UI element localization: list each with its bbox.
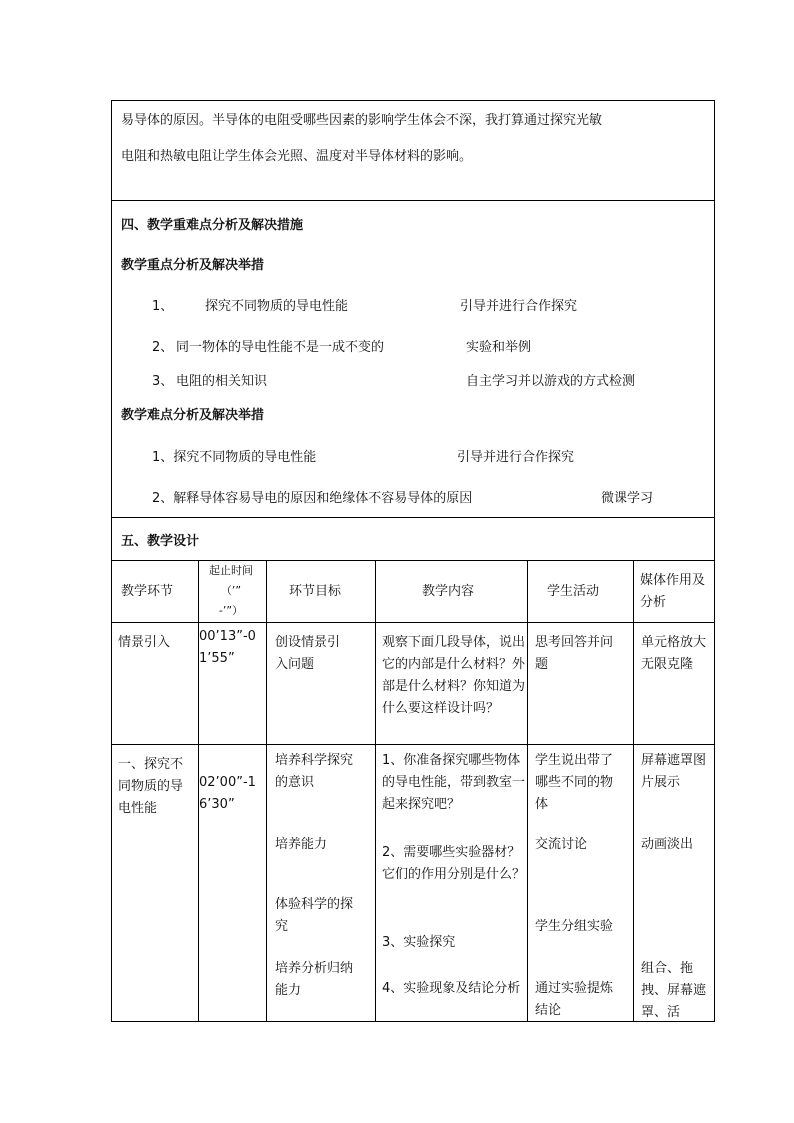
row2-activity: 学生说出带了哪些不同的物体 [535, 753, 614, 812]
header-content: 教学内容 [422, 584, 475, 599]
row2-media: 动画淡出 [641, 837, 694, 852]
header-time-format: （’” [220, 584, 242, 597]
row2-activity: 学生分组实验 [535, 919, 614, 934]
section-5-title: 五、教学设计 [121, 534, 200, 549]
diff-item-method: 微课学习 [601, 491, 654, 506]
difficult-points-title: 教学难点分析及解决举措 [121, 408, 265, 423]
column-divider [375, 560, 376, 1021]
column-divider [633, 560, 634, 1021]
key-item-method: 实验和举例 [466, 340, 532, 355]
header-time-format: -’”） [218, 604, 244, 617]
key-item-method: 自主学习并以游戏的方式检测 [466, 374, 636, 389]
row2-content: 4、实验现象及结论分析 [382, 981, 521, 996]
header-goal: 环节目标 [289, 584, 342, 599]
row1-media: 单元格放大无限克隆 [641, 635, 707, 672]
row1-goal: 创设情景引入问题 [275, 635, 341, 672]
row2-goal: 体验科学的探究 [275, 897, 354, 934]
row2-activity: 交流讨论 [535, 837, 588, 852]
divider [112, 560, 714, 561]
header-media: 媒体作用及分析 [640, 573, 706, 610]
intro-line-1: 易导体的原因。半导体的电阻受哪些因素的影响学生体会不深，我打算通过探究光敏 [121, 113, 603, 128]
row2-stage: 一、探究不同物质的导电性能 [118, 757, 184, 816]
header-stage: 教学环节 [121, 584, 174, 599]
row2-content: 1、你准备探究哪些物体的导电性能，带到教室一起来探究吧？ [382, 753, 526, 812]
section-4-title: 四、教学重难点分析及解决措施 [121, 218, 304, 233]
diff-item-method: 引导并进行合作探究 [457, 450, 575, 465]
row1-activity: 思考回答并问题 [535, 635, 614, 672]
divider [112, 622, 714, 623]
divider [112, 744, 714, 745]
divider [112, 200, 714, 201]
key-item-method: 引导并进行合作探究 [460, 299, 578, 314]
row2-content: 2、需要哪些实验器材？它们的作用分别是什么？ [382, 845, 526, 882]
key-points-title: 教学重点分析及解决举措 [121, 258, 265, 273]
key-item-num: 1、 [152, 299, 174, 314]
row1-content: 观察下面几段导体，说出它的内部是什么材料？外部是什么材料？你知道为什么要这样设计吗？ [382, 635, 526, 716]
key-item-num: 3、 [152, 374, 174, 389]
row2-time: 02’00”-16’30” [199, 775, 256, 812]
row2-media: 屏幕遮罩图片展示 [641, 753, 707, 790]
row2-content: 3、实验探究 [382, 935, 456, 950]
column-divider [266, 560, 267, 1021]
key-item-text: 探究不同物质的导电性能 [205, 299, 349, 314]
row2-goal: 培养能力 [275, 837, 328, 852]
divider [112, 517, 714, 518]
key-item-text: 同一物体的导电性能不是一成不变的 [176, 340, 385, 355]
key-item-num: 2、 [152, 340, 174, 355]
key-item-text: 电阻的相关知识 [176, 374, 268, 389]
header-time: 起止时间 [209, 564, 253, 577]
diff-item-text: 2、解释导体容易导电的原因和绝缘体不容易导体的原因 [152, 491, 473, 506]
row2-activity: 通过实验提炼结论 [535, 981, 614, 1018]
row1-time: 00’13”-01’55” [199, 629, 256, 666]
header-activity: 学生活动 [547, 584, 600, 599]
row1-stage: 情景引入 [118, 635, 171, 650]
row2-goal: 培养科学探究的意识 [275, 753, 354, 790]
intro-line-2: 电阻和热敏电阻让学生体会光照、温度对半导体材料的影响。 [121, 149, 473, 164]
diff-item-text: 1、探究不同物质的导电性能 [152, 450, 317, 465]
row2-media: 组合、拖拽、屏幕遮罩、活 [641, 961, 707, 1020]
row2-goal: 培养分析归纳能力 [275, 961, 354, 998]
